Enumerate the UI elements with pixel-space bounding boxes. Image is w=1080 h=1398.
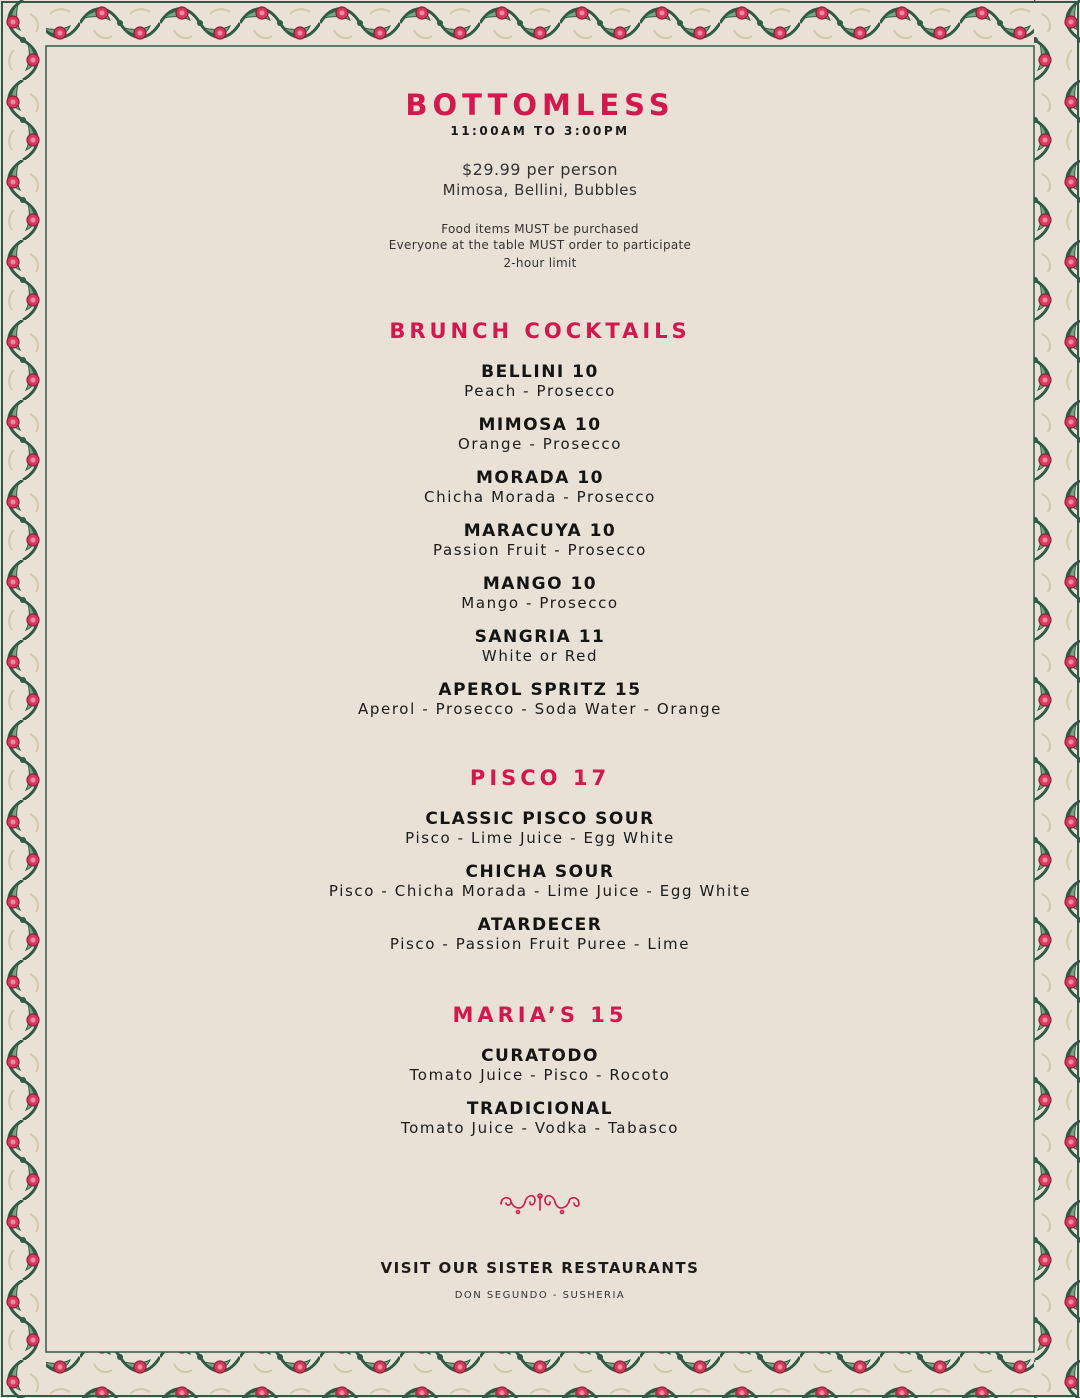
menu-item-name: MARACUYA 10 bbox=[463, 521, 617, 541]
hours-text: 11:00AM TO 3:00PM bbox=[450, 124, 630, 138]
menu-item-name: MANGO 10 bbox=[482, 574, 598, 594]
menu-item-name: CURATODO bbox=[481, 1046, 599, 1066]
section-title-marias: MARIA’S 15 bbox=[452, 1003, 628, 1027]
menu-item-name: SANGRIA 11 bbox=[474, 627, 606, 647]
menu-item-desc: White or Red bbox=[481, 647, 599, 665]
menu-item-desc: Chicha Morada - Prosecco bbox=[424, 488, 656, 506]
menu-item-desc: Orange - Prosecco bbox=[457, 435, 623, 453]
menu-item-name: ATARDECER bbox=[477, 915, 603, 935]
section-title-brunch: BRUNCH COCKTAILS bbox=[389, 319, 691, 343]
menu-item-name: APEROL SPRITZ 15 bbox=[438, 680, 642, 700]
sister-restaurants-list: DON SEGUNDO - SUSHERIA bbox=[454, 1290, 626, 1301]
menu-item-name: MIMOSA 10 bbox=[478, 415, 602, 435]
flourish-divider-icon bbox=[497, 1190, 583, 1216]
menu-item-desc: Mango - Prosecco bbox=[461, 594, 619, 612]
menu-item-desc: Tomato Juice - Vodka - Tabasco bbox=[400, 1119, 680, 1137]
menu-item-name: MORADA 10 bbox=[476, 468, 604, 488]
section-title-pisco: PISCO 17 bbox=[469, 766, 611, 790]
menu-item-name: BELLINI 10 bbox=[481, 362, 599, 382]
menu-item-desc: Pisco - Lime Juice - Egg White bbox=[405, 829, 675, 847]
rule-limit: 2-hour limit bbox=[503, 256, 577, 270]
menu-item-name: CHICHA SOUR bbox=[465, 862, 615, 882]
page-title: BOTTOMLESS bbox=[405, 88, 675, 122]
menu-item-desc: Passion Fruit - Prosecco bbox=[433, 541, 647, 559]
menu-item-name: TRADICIONAL bbox=[466, 1099, 614, 1119]
bottomless-options: Mimosa, Bellini, Bubbles bbox=[442, 181, 638, 199]
sister-restaurants-heading: VISIT OUR SISTER RESTAURANTS bbox=[380, 1259, 700, 1277]
menu-item-desc: Aperol - Prosecco - Soda Water - Orange bbox=[358, 700, 722, 718]
menu-item-desc: Tomato Juice - Pisco - Rocoto bbox=[409, 1066, 671, 1084]
price-text: $29.99 per person bbox=[461, 160, 619, 179]
menu-item-desc: Pisco - Passion Fruit Puree - Lime bbox=[389, 935, 691, 953]
menu-item-desc: Pisco - Chicha Morada - Lime Juice - Egg White bbox=[328, 882, 752, 900]
menu-item-desc: Peach - Prosecco bbox=[464, 382, 616, 400]
rule-table: Everyone at the table MUST order to participate bbox=[388, 238, 692, 252]
menu-item-name: CLASSIC PISCO SOUR bbox=[425, 809, 655, 829]
rule-food: Food items MUST be purchased bbox=[441, 222, 639, 236]
